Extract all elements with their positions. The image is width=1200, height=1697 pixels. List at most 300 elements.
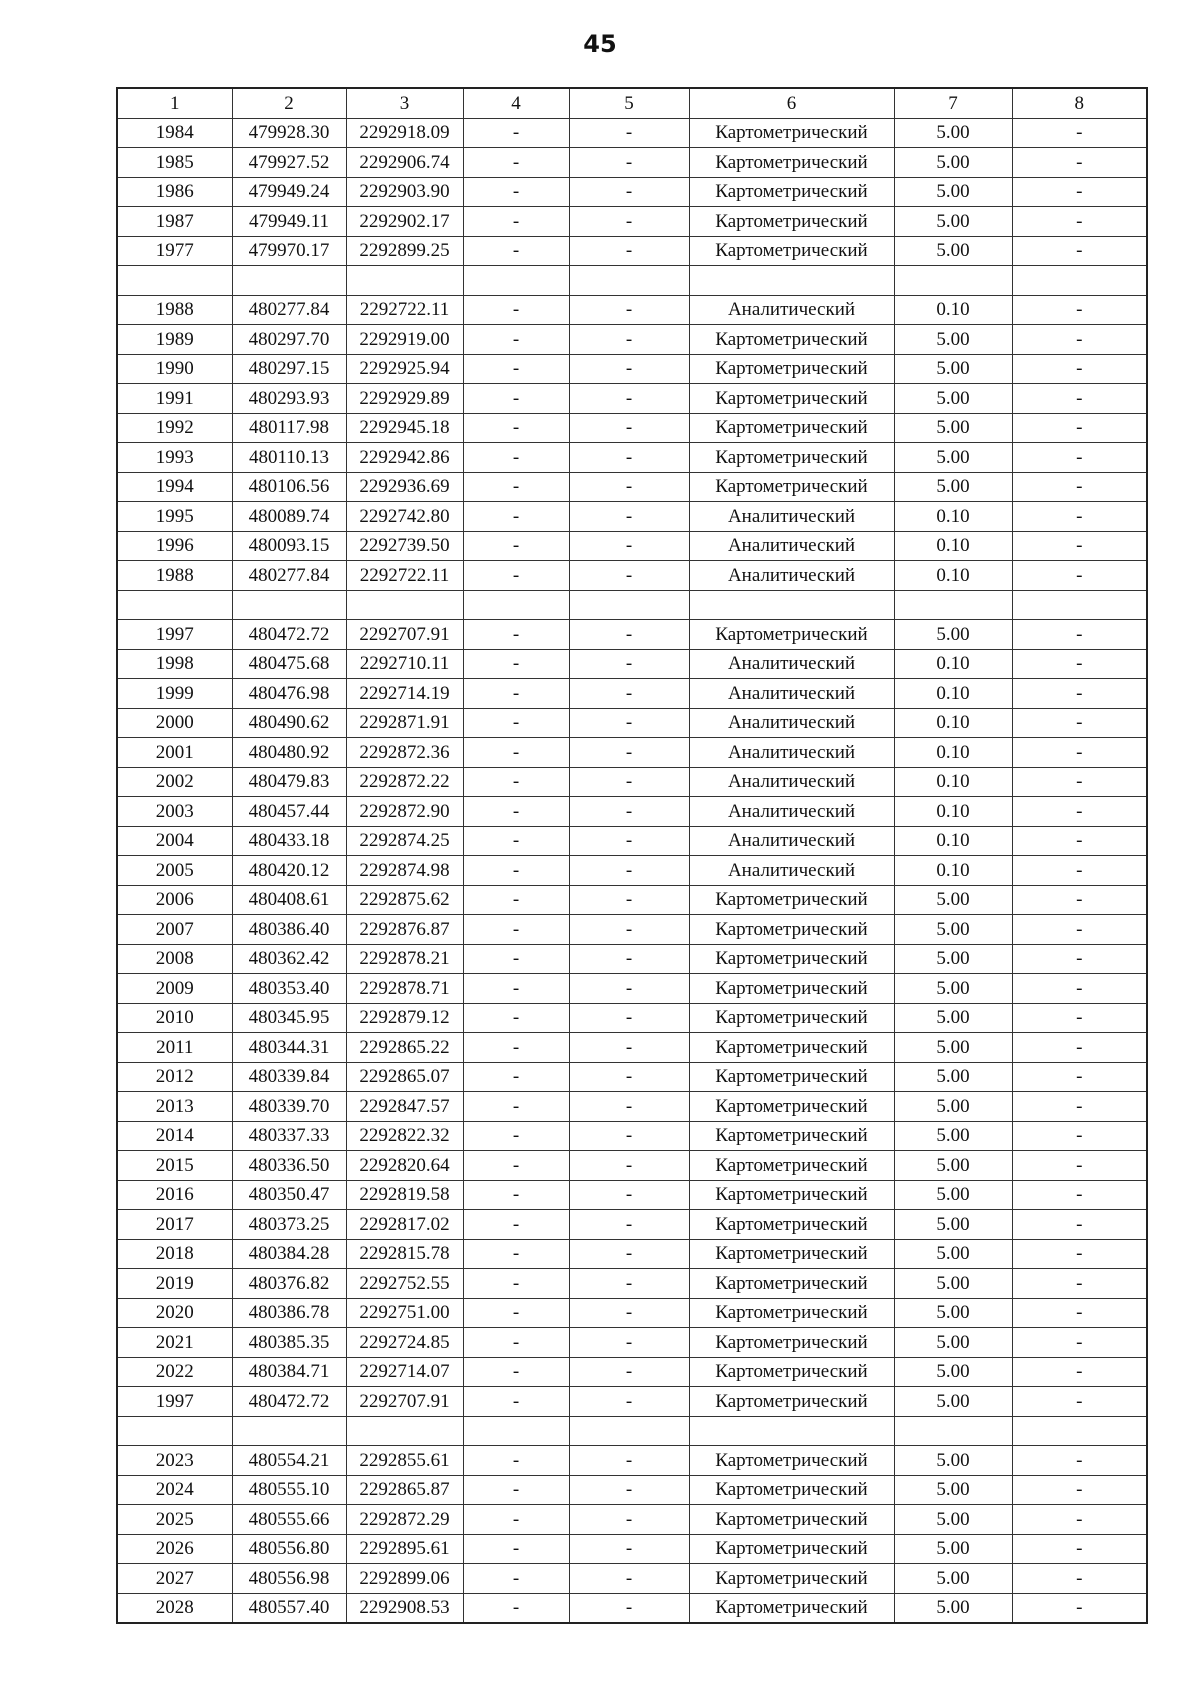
table-cell: - <box>569 1446 689 1476</box>
table-cell: 2292817.02 <box>346 1210 463 1240</box>
table-cell: - <box>569 472 689 502</box>
table-cell: - <box>569 1298 689 1328</box>
table-cell: 1984 <box>117 118 232 148</box>
table-cell: 2292707.91 <box>346 1387 463 1417</box>
table-row <box>117 797 1147 827</box>
table-cell: 2292903.90 <box>346 177 463 207</box>
table-cell: 2292899.25 <box>346 236 463 266</box>
table-cell: 2011 <box>117 1033 232 1063</box>
table-row <box>117 679 1147 709</box>
table-cell: 1997 <box>117 620 232 650</box>
table-cell: 1994 <box>117 472 232 502</box>
table-cell: 480336.50 <box>232 1151 346 1181</box>
table-cell: 5.00 <box>894 1062 1012 1092</box>
table-cell: Картометрический <box>689 1180 894 1210</box>
table-cell: - <box>463 797 569 827</box>
table-cell: - <box>1012 1446 1147 1476</box>
table-cell <box>894 1416 1012 1446</box>
table-cell: - <box>569 325 689 355</box>
table-cell: 5.00 <box>894 1534 1012 1564</box>
table-cell <box>117 266 232 296</box>
table-cell: - <box>1012 1180 1147 1210</box>
table-cell: - <box>463 1033 569 1063</box>
table-cell: 0.10 <box>894 502 1012 532</box>
table-cell: 0.10 <box>894 679 1012 709</box>
table-cell: 5.00 <box>894 944 1012 974</box>
table-cell: 2006 <box>117 885 232 915</box>
table-cell: - <box>1012 207 1147 237</box>
table-row <box>117 1003 1147 1033</box>
table-cell: - <box>1012 1121 1147 1151</box>
table-cell: - <box>569 1593 689 1623</box>
table-cell: - <box>463 384 569 414</box>
table-cell <box>346 266 463 296</box>
separator-row <box>117 266 1147 296</box>
table-cell: 480386.78 <box>232 1298 346 1328</box>
table-cell <box>232 1416 346 1446</box>
table-cell: 480433.18 <box>232 826 346 856</box>
table-cell: 5.00 <box>894 1564 1012 1594</box>
table-cell: 5.00 <box>894 1151 1012 1181</box>
table-cell: - <box>463 1092 569 1122</box>
table-cell: - <box>1012 1062 1147 1092</box>
table-cell: - <box>463 354 569 384</box>
table-row <box>117 767 1147 797</box>
table-cell: Картометрический <box>689 620 894 650</box>
table-row <box>117 443 1147 473</box>
table-cell: - <box>1012 148 1147 178</box>
table-cell: 5.00 <box>894 148 1012 178</box>
table-cell: Картометрический <box>689 1328 894 1358</box>
table-cell: 480490.62 <box>232 708 346 738</box>
table-cell: - <box>1012 708 1147 738</box>
table-cell: - <box>463 472 569 502</box>
table-cell: 2001 <box>117 738 232 768</box>
table-cell: 1987 <box>117 207 232 237</box>
table-cell: - <box>463 1269 569 1299</box>
table-row <box>117 354 1147 384</box>
table-cell: 5.00 <box>894 443 1012 473</box>
table-cell: Картометрический <box>689 1446 894 1476</box>
table-cell: - <box>569 797 689 827</box>
table-cell: 2292865.22 <box>346 1033 463 1063</box>
table-cell: Аналитический <box>689 531 894 561</box>
table-cell: - <box>463 561 569 591</box>
table-cell: - <box>463 649 569 679</box>
table-cell: 2003 <box>117 797 232 827</box>
table-cell: 2292895.61 <box>346 1534 463 1564</box>
table-cell: 2292945.18 <box>346 413 463 443</box>
table-cell: 1977 <box>117 236 232 266</box>
table-row <box>117 1328 1147 1358</box>
table-row <box>117 915 1147 945</box>
table-cell: 480345.95 <box>232 1003 346 1033</box>
table-row <box>117 944 1147 974</box>
table-cell: Картометрический <box>689 1298 894 1328</box>
table-cell: 1997 <box>117 1387 232 1417</box>
table-cell: - <box>463 708 569 738</box>
table-row <box>117 384 1147 414</box>
table-cell: 2000 <box>117 708 232 738</box>
table-cell: 0.10 <box>894 708 1012 738</box>
table-row <box>117 974 1147 1004</box>
table-cell: 1996 <box>117 531 232 561</box>
table-cell: - <box>1012 236 1147 266</box>
table-cell <box>894 590 1012 620</box>
table-cell: 480408.61 <box>232 885 346 915</box>
table-cell: 480557.40 <box>232 1593 346 1623</box>
table-cell: - <box>463 1003 569 1033</box>
table-cell: - <box>1012 443 1147 473</box>
table-cell: 480106.56 <box>232 472 346 502</box>
table-cell: 1998 <box>117 649 232 679</box>
table-cell: 480554.21 <box>232 1446 346 1476</box>
table-cell: 2021 <box>117 1328 232 1358</box>
table-cell: 1989 <box>117 325 232 355</box>
table-cell: 479949.11 <box>232 207 346 237</box>
table-cell: 2292875.62 <box>346 885 463 915</box>
table-cell: - <box>569 738 689 768</box>
table-cell: 2292865.07 <box>346 1062 463 1092</box>
table-cell <box>346 590 463 620</box>
table-cell: - <box>463 207 569 237</box>
table-cell: - <box>1012 620 1147 650</box>
table-cell: - <box>569 1269 689 1299</box>
table-cell: 480339.84 <box>232 1062 346 1092</box>
table-cell <box>346 1416 463 1446</box>
table-cell <box>1012 1416 1147 1446</box>
table-row <box>117 1180 1147 1210</box>
table-cell: 480556.98 <box>232 1564 346 1594</box>
table-cell: 5.00 <box>894 1357 1012 1387</box>
table-cell: 5.00 <box>894 118 1012 148</box>
table-cell: 2292872.22 <box>346 767 463 797</box>
table-cell: 480353.40 <box>232 974 346 1004</box>
table-cell: 2292906.74 <box>346 148 463 178</box>
table-cell: 0.10 <box>894 797 1012 827</box>
table-row <box>117 561 1147 591</box>
table-cell: - <box>569 708 689 738</box>
table-cell: Картометрический <box>689 1564 894 1594</box>
table-cell: - <box>1012 177 1147 207</box>
table-cell: 2292879.12 <box>346 1003 463 1033</box>
table-cell: 2292918.09 <box>346 118 463 148</box>
separator-row <box>117 590 1147 620</box>
table-cell: 2015 <box>117 1151 232 1181</box>
table-cell: 480386.40 <box>232 915 346 945</box>
table-cell: Картометрический <box>689 974 894 1004</box>
table-cell: - <box>569 1534 689 1564</box>
table-row <box>117 1210 1147 1240</box>
table-cell: - <box>569 649 689 679</box>
table-row <box>117 207 1147 237</box>
table-cell: - <box>463 1564 569 1594</box>
table-cell: - <box>569 1092 689 1122</box>
table-cell: 2292847.57 <box>346 1092 463 1122</box>
table-cell: - <box>463 236 569 266</box>
table-cell: Картометрический <box>689 384 894 414</box>
table-cell: 2010 <box>117 1003 232 1033</box>
table-cell: 480384.71 <box>232 1357 346 1387</box>
table-cell: 2024 <box>117 1475 232 1505</box>
table-cell: 480472.72 <box>232 1387 346 1417</box>
table-cell: 5.00 <box>894 1269 1012 1299</box>
table-cell: - <box>569 413 689 443</box>
table-cell <box>569 266 689 296</box>
column-header: 5 <box>569 88 689 118</box>
table-cell: 5.00 <box>894 1298 1012 1328</box>
table-cell: 1990 <box>117 354 232 384</box>
table-row <box>117 118 1147 148</box>
table-cell: - <box>569 207 689 237</box>
table-cell: - <box>1012 472 1147 502</box>
table-cell: Аналитический <box>689 708 894 738</box>
table-cell: Аналитический <box>689 826 894 856</box>
table-row <box>117 1033 1147 1063</box>
table-cell: Картометрический <box>689 148 894 178</box>
table-cell <box>689 1416 894 1446</box>
table-cell: - <box>1012 118 1147 148</box>
table-cell: 480420.12 <box>232 856 346 886</box>
table-cell: - <box>1012 1239 1147 1269</box>
table-cell: - <box>569 354 689 384</box>
table-cell: - <box>1012 738 1147 768</box>
table-cell: - <box>1012 1033 1147 1063</box>
table-cell: 2004 <box>117 826 232 856</box>
table-cell: - <box>569 561 689 591</box>
table-cell: - <box>463 1210 569 1240</box>
table-cell: - <box>1012 1003 1147 1033</box>
table-row <box>117 1298 1147 1328</box>
table-row <box>117 1121 1147 1151</box>
table-cell: 2019 <box>117 1269 232 1299</box>
table-cell: Картометрический <box>689 944 894 974</box>
table-cell: - <box>463 974 569 1004</box>
table-row <box>117 826 1147 856</box>
table-cell: 1993 <box>117 443 232 473</box>
table-row <box>117 1062 1147 1092</box>
table-row <box>117 236 1147 266</box>
table-cell: - <box>463 118 569 148</box>
table-cell <box>1012 266 1147 296</box>
table-cell: Аналитический <box>689 738 894 768</box>
table-cell: - <box>463 1298 569 1328</box>
table-cell: 2002 <box>117 767 232 797</box>
table-cell: 2292819.58 <box>346 1180 463 1210</box>
table-cell: 2292724.85 <box>346 1328 463 1358</box>
table-cell: - <box>569 1357 689 1387</box>
table-cell: 1988 <box>117 561 232 591</box>
table-cell: - <box>1012 974 1147 1004</box>
table-cell: - <box>1012 826 1147 856</box>
table-row <box>117 148 1147 178</box>
table-body <box>117 118 1147 1623</box>
table-cell: Картометрический <box>689 1121 894 1151</box>
table-cell: - <box>463 620 569 650</box>
table-cell: Аналитический <box>689 649 894 679</box>
table-cell: 2007 <box>117 915 232 945</box>
table-cell: 0.10 <box>894 738 1012 768</box>
table-cell: 480384.28 <box>232 1239 346 1269</box>
table-cell: - <box>463 1180 569 1210</box>
table-cell: 0.10 <box>894 295 1012 325</box>
table-cell: - <box>463 1387 569 1417</box>
separator-row <box>117 1416 1147 1446</box>
table-cell: 2009 <box>117 974 232 1004</box>
table-cell: Картометрический <box>689 1210 894 1240</box>
table-cell: 0.10 <box>894 767 1012 797</box>
table-cell: 0.10 <box>894 856 1012 886</box>
table-cell: Аналитический <box>689 679 894 709</box>
table-cell: - <box>463 885 569 915</box>
table-row <box>117 531 1147 561</box>
table-row <box>117 885 1147 915</box>
table-cell: Картометрический <box>689 177 894 207</box>
table-cell: 2292865.87 <box>346 1475 463 1505</box>
table-cell: - <box>1012 502 1147 532</box>
table-cell: 480555.66 <box>232 1505 346 1535</box>
table-cell: 2027 <box>117 1564 232 1594</box>
table-cell: - <box>569 1475 689 1505</box>
table-cell: 5.00 <box>894 1505 1012 1535</box>
table-cell: 2005 <box>117 856 232 886</box>
table-cell: 2292722.11 <box>346 295 463 325</box>
table-cell: - <box>569 915 689 945</box>
table-cell: Картометрический <box>689 118 894 148</box>
table-cell: 480480.92 <box>232 738 346 768</box>
table-cell: Аналитический <box>689 856 894 886</box>
table-cell: 480362.42 <box>232 944 346 974</box>
table-cell: - <box>569 118 689 148</box>
table-cell: Картометрический <box>689 1033 894 1063</box>
column-header: 7 <box>894 88 1012 118</box>
table-cell: 5.00 <box>894 1239 1012 1269</box>
table-cell: - <box>569 384 689 414</box>
table-cell: - <box>1012 1328 1147 1358</box>
table-cell: 480376.82 <box>232 1269 346 1299</box>
table-header-row <box>117 88 1147 118</box>
table-cell: 2292822.32 <box>346 1121 463 1151</box>
table-row <box>117 1269 1147 1299</box>
table-cell: - <box>569 531 689 561</box>
table-cell: - <box>1012 1505 1147 1535</box>
table-cell: Картометрический <box>689 472 894 502</box>
table-cell: 2292710.11 <box>346 649 463 679</box>
table-cell: - <box>1012 1593 1147 1623</box>
table-row <box>117 295 1147 325</box>
table-cell <box>1012 590 1147 620</box>
table-cell: - <box>569 1003 689 1033</box>
table-cell: Картометрический <box>689 1003 894 1033</box>
table-row <box>117 1505 1147 1535</box>
table-cell: - <box>1012 797 1147 827</box>
table-cell: - <box>569 885 689 915</box>
table-cell: - <box>1012 295 1147 325</box>
table-cell: 2022 <box>117 1357 232 1387</box>
table-cell: 5.00 <box>894 1446 1012 1476</box>
table-cell: 2014 <box>117 1121 232 1151</box>
table-cell: Картометрический <box>689 1357 894 1387</box>
table-cell: - <box>463 531 569 561</box>
table-cell: 2292929.89 <box>346 384 463 414</box>
table-cell: 479970.17 <box>232 236 346 266</box>
table-cell: - <box>569 856 689 886</box>
table-row <box>117 649 1147 679</box>
table-cell: Картометрический <box>689 1505 894 1535</box>
table-cell: - <box>569 148 689 178</box>
table-cell: 5.00 <box>894 413 1012 443</box>
table-cell: - <box>569 1151 689 1181</box>
table-cell: - <box>569 236 689 266</box>
table-cell: Аналитический <box>689 295 894 325</box>
table-cell: - <box>463 1062 569 1092</box>
table-cell: 2292872.36 <box>346 738 463 768</box>
table-cell: - <box>463 915 569 945</box>
table-cell: - <box>463 1593 569 1623</box>
table-cell: - <box>569 1505 689 1535</box>
table-cell: 0.10 <box>894 561 1012 591</box>
table-cell: - <box>569 1210 689 1240</box>
table-cell: - <box>463 295 569 325</box>
table-cell: - <box>569 974 689 1004</box>
table-cell <box>463 590 569 620</box>
table-cell: 1995 <box>117 502 232 532</box>
table-row <box>117 502 1147 532</box>
table-cell: - <box>463 177 569 207</box>
table-cell: - <box>1012 1387 1147 1417</box>
table-cell: Картометрический <box>689 885 894 915</box>
column-header: 2 <box>232 88 346 118</box>
table-cell: Картометрический <box>689 236 894 266</box>
table-cell: - <box>569 679 689 709</box>
page-number: 45 <box>583 30 617 58</box>
table-row <box>117 1357 1147 1387</box>
table-cell <box>894 266 1012 296</box>
table-cell: - <box>1012 561 1147 591</box>
table-cell: - <box>463 738 569 768</box>
table-cell: Картометрический <box>689 443 894 473</box>
table-cell: - <box>569 767 689 797</box>
table-cell: 5.00 <box>894 1210 1012 1240</box>
table-cell: - <box>463 1151 569 1181</box>
table-cell: 5.00 <box>894 384 1012 414</box>
table-cell: 1991 <box>117 384 232 414</box>
table-cell: 1999 <box>117 679 232 709</box>
table-cell: - <box>463 1328 569 1358</box>
table-cell: 480089.74 <box>232 502 346 532</box>
table-cell <box>232 590 346 620</box>
table-cell: - <box>463 1505 569 1535</box>
table-cell: 2026 <box>117 1534 232 1564</box>
table-cell: 2292899.06 <box>346 1564 463 1594</box>
table-cell: 480555.10 <box>232 1475 346 1505</box>
table-cell: 5.00 <box>894 236 1012 266</box>
table-cell: - <box>569 1062 689 1092</box>
table-cell: - <box>569 1564 689 1594</box>
table-cell: - <box>463 1357 569 1387</box>
table-cell: - <box>569 826 689 856</box>
table-cell: 2292936.69 <box>346 472 463 502</box>
table-cell: 2028 <box>117 1593 232 1623</box>
table-cell: 480277.84 <box>232 295 346 325</box>
table-cell: 2017 <box>117 1210 232 1240</box>
table-cell: 0.10 <box>894 649 1012 679</box>
table-cell: 2018 <box>117 1239 232 1269</box>
table-cell: - <box>463 1446 569 1476</box>
table-cell: 5.00 <box>894 1387 1012 1417</box>
table-cell: - <box>569 620 689 650</box>
table-cell: - <box>1012 649 1147 679</box>
